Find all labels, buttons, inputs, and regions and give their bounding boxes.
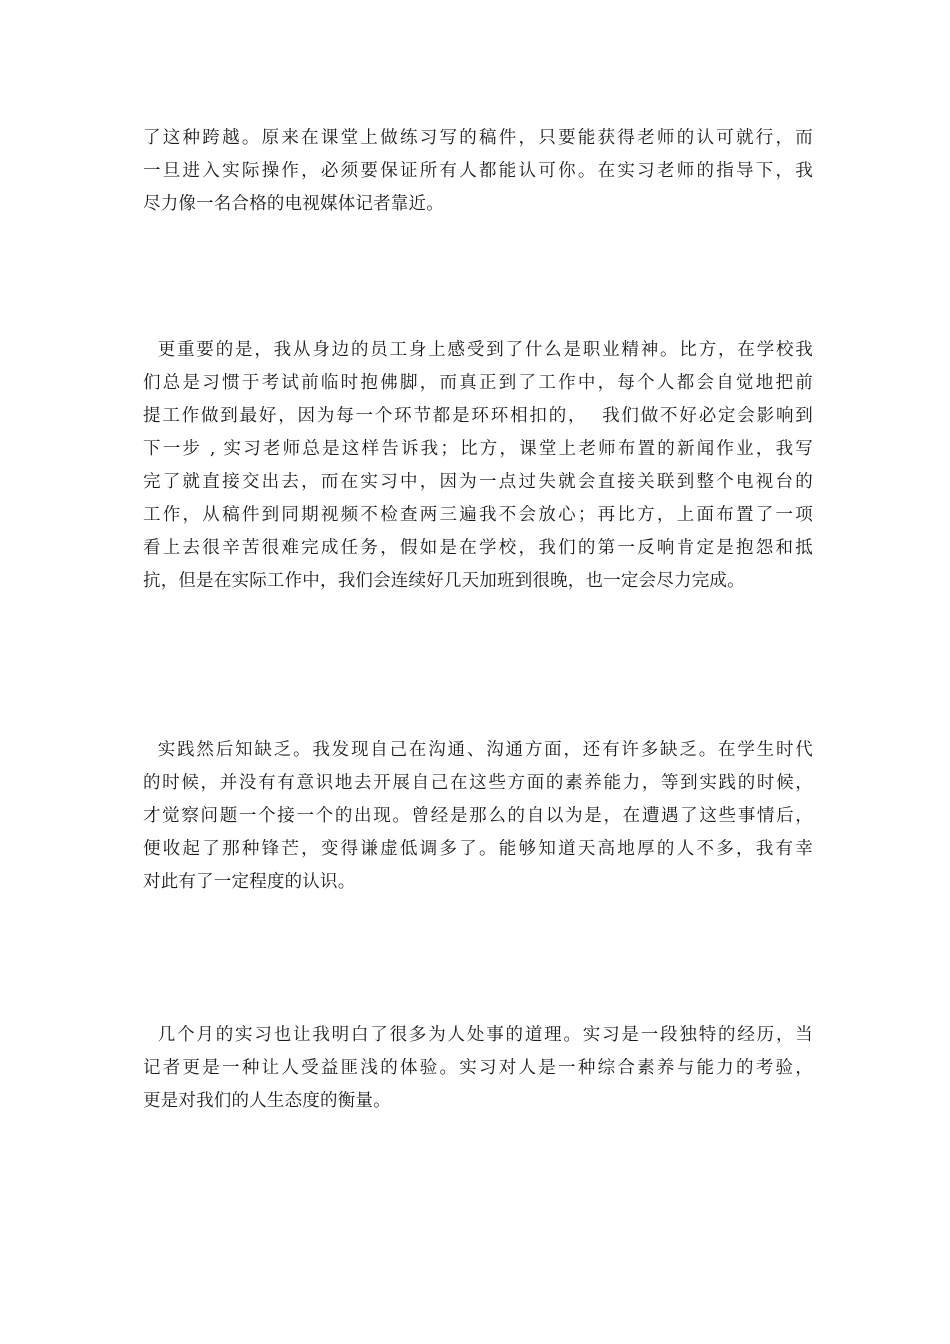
text-line: 一旦进入实际操作，必须要保证所有人都能认可你。在实习老师的指导下，我	[143, 161, 813, 181]
text-line: 才觉察问题一个接一个的出现。曾经是那么的自以为是，在遭遇了这些事情后，	[143, 806, 813, 826]
text-line: 更是对我们的人生态度的衡量。	[143, 1091, 391, 1111]
text-line: 提工作做到最好，因为每一个环节都是环环相扣的， 我们做不好必定会影响到	[143, 406, 813, 426]
text-line: 完了就直接交出去，而在实习中，因为一点过失就会直接关联到整个电视台的	[143, 472, 813, 492]
text-line: 工作，从稿件到同期视频不检查两三遍我不会放心；再比方，上面布置了一项	[143, 505, 813, 525]
text-line: 实践然后知缺乏。我发现自己在沟通、沟通方面，还有许多缺乏。在学生时代	[143, 740, 813, 760]
text-line: 便收起了那种锋芒，变得谦虚低调多了。能够知道天高地厚的人不多，我有幸	[143, 839, 813, 859]
text-line: 尽力像一名合格的电视媒体记者靠近。	[143, 194, 444, 214]
text-line: 对此有了一定程度的认识。	[143, 872, 356, 892]
text-line: 们总是习惯于考试前临时抱佛脚，而真正到了工作中，每个人都会自觉地把前	[143, 373, 813, 393]
text-line: 更重要的是，我从身边的员工身上感受到了什么是职业精神。比方，在学校我	[143, 340, 813, 360]
paragraph-2	[143, 334, 813, 598]
text-line: 了这种跨越。原来在课堂上做练习写的稿件，只要能获得老师的认可就行，而	[143, 128, 813, 148]
text-line: 下一步 , 实习老师总是这样告诉我；比方，课堂上老师布置的新闻作业，我写	[143, 439, 813, 459]
text-line: 几个月的实习也让我明白了很多为人处事的道理。实习是一段独特的经历，当	[143, 1025, 813, 1045]
text-line: 抗，但是在实际工作中，我们会连续好几天加班到很晚，也一定会尽力完成。	[143, 571, 745, 591]
paragraph-4	[143, 1019, 813, 1118]
paragraph-1	[143, 122, 813, 221]
text-line: 的时候，并没有有意识地去开展自己在这些方面的素养能力，等到实践的时候，	[143, 773, 813, 793]
text-line: 看上去很辛苦很难完成任务，假如是在学校，我们的第一反响肯定是抱怨和抵	[143, 538, 813, 558]
text-line: 记者更是一种让人受益匪浅的体验。实习对人是一种综合素养与能力的考验，	[143, 1058, 813, 1078]
paragraph-3	[143, 734, 813, 899]
